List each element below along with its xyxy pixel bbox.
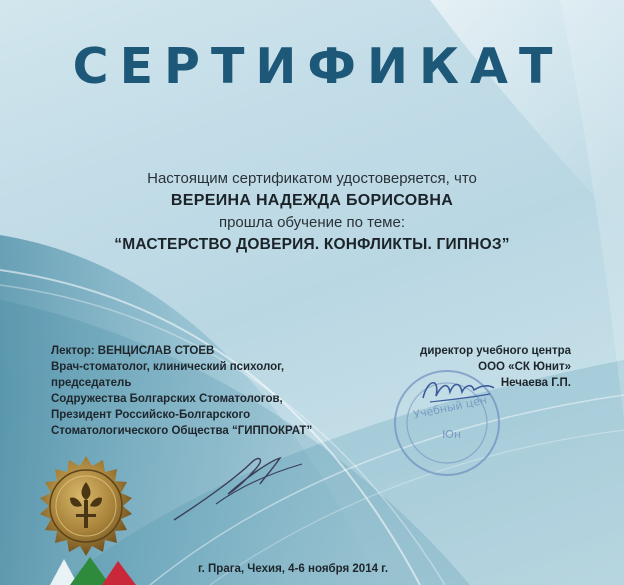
recipient-name: ВЕРЕИНА НАДЕЖДА БОРИСОВНА	[170, 192, 454, 209]
lecturer-block	[51, 343, 312, 439]
lecturer-line: Лектор: ВЕНЦИСЛАВ СТОЕВ	[51, 345, 215, 357]
lecturer-line: Стоматологического Общества “ГИППОКРАТ”	[51, 425, 313, 437]
lecturer-signature	[168, 448, 308, 528]
director-line: директор учебного центра	[420, 345, 571, 357]
training-line: прошла обучение по теме:	[218, 214, 406, 231]
certificate-title: СЕРТИФИКАТ	[72, 38, 564, 95]
lecturer-line: Содружества Болгарских Стоматологов,	[51, 393, 283, 405]
gold-seal	[26, 452, 146, 572]
course-topic: “МАСТЕРСТВО ДОВЕРИЯ. КОНФЛИКТЫ. ГИПНОЗ”	[114, 236, 510, 253]
lecturer-line: Президент Российско-Болгарского	[51, 409, 251, 421]
lecturer-line: председатель	[51, 377, 132, 389]
flag-ribbon	[50, 555, 140, 585]
intro-text: Настоящим сертификатом удостоверяется, что	[147, 170, 477, 187]
lecturer-line: Врач-стоматолог, клинический психолог,	[51, 361, 285, 373]
location-date: г. Прага, Чехия, 4-6 ноября 2014 г.	[198, 563, 389, 575]
director-signature	[418, 370, 498, 410]
stamp-text: Юн	[442, 428, 462, 441]
director-line: Нечаева Г.П.	[500, 377, 571, 389]
stamp-text: Учебный цен	[412, 393, 489, 422]
director-line: ООО «СК Юнит»	[478, 361, 571, 373]
